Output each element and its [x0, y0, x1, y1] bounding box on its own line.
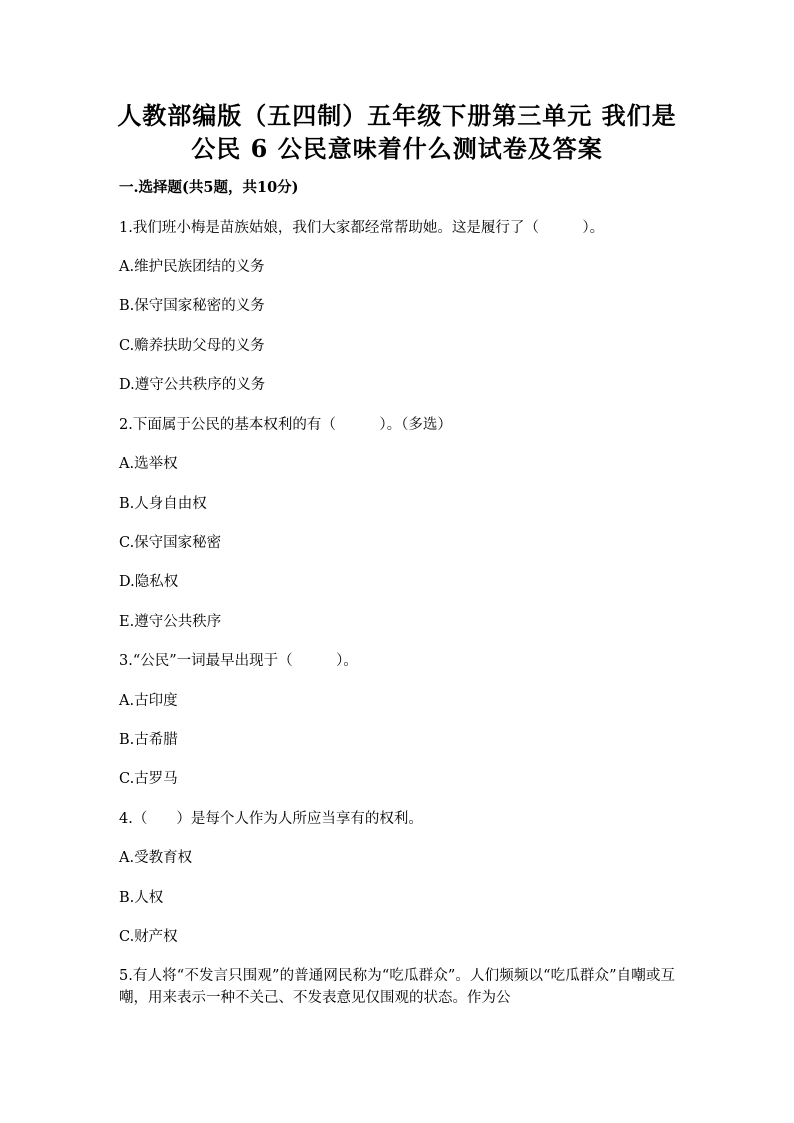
question-3-stem: 3.“公民”一词最早出现于（ ）。	[119, 653, 358, 669]
question-3-option-b: B.古希腊	[119, 732, 178, 748]
question-1-option-a: A.维护民族团结的义务	[119, 259, 265, 275]
question-5-stem: 5.有人将“不发言只围观”的普通网民称为“吃瓜群众”。人们频频以“吃瓜群众”自嘲或互嘲，用来表示一种不关己、不发表意见仅围观的状态。作为公	[119, 968, 675, 1006]
question-2-option-e: E.遵守公共秩序	[119, 614, 222, 630]
question-3-option-c: C.古罗马	[119, 771, 178, 787]
document-title-line-1: 人教部编版（五四制）五年级下册第三单元 我们是	[117, 101, 677, 130]
question-1-option-b: B.保守国家秘密的义务	[119, 298, 265, 314]
question-2-option-c: C.保守国家秘密	[119, 535, 222, 551]
question-4-option-a: A.受教育权	[119, 850, 193, 866]
question-4-option-c: C.财产权	[119, 929, 178, 945]
question-1-option-d: D.遵守公共秩序的义务	[119, 377, 266, 393]
question-3-option-a: A.古印度	[119, 693, 178, 709]
question-2-stem: 2.下面属于公民的基本权利的有（ ）。（多选）	[119, 417, 452, 433]
question-2-option-b: B.人身自由权	[119, 496, 207, 512]
question-1-stem: 1.我们班小梅是苗族姑娘，我们大家都经常帮助她。这是履行了（ ）。	[119, 220, 605, 236]
question-2-option-d: D.隐私权	[119, 574, 179, 590]
section-heading: 一.选择题(共5题，共10分)	[119, 179, 299, 196]
question-4-option-b: B.人权	[119, 890, 164, 906]
document-title-line-2: 公民 6 公民意味着什么测试卷及答案	[191, 134, 603, 163]
question-4-stem: 4.（ ）是每个人作为人所应当享有的权利。	[119, 811, 423, 827]
question-1-option-c: C.赡养扶助父母的义务	[119, 338, 265, 354]
question-2-option-a: A.选举权	[119, 456, 178, 472]
